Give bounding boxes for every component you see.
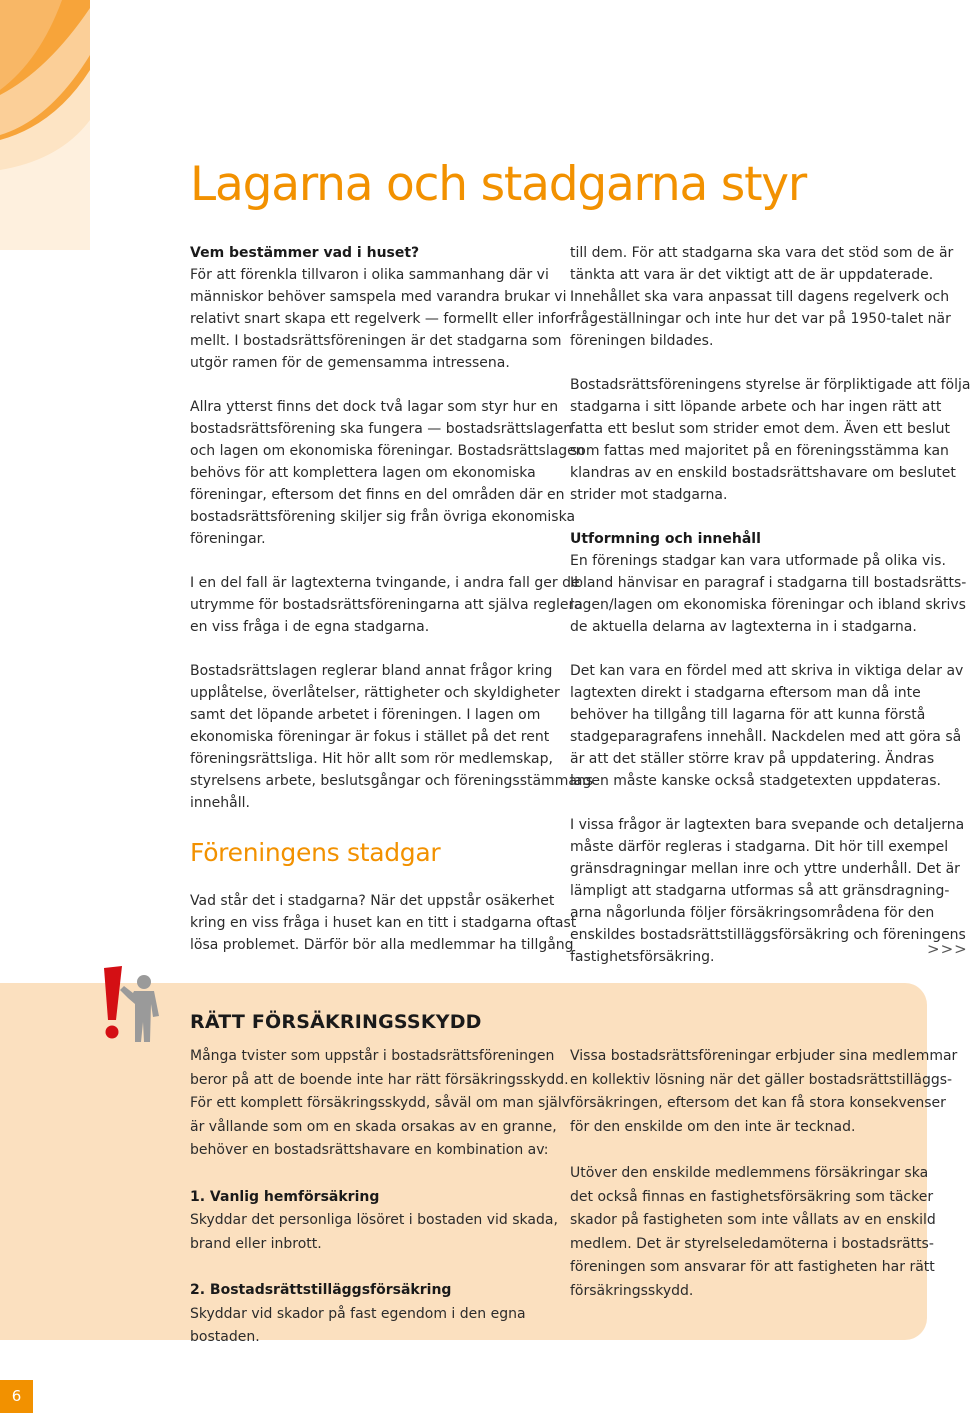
intro-paragraph: Vem bestämmer vad i huset? För att förenkla tillvaron i olika sammanhang där vi människor behöver samspela med varandra brukar vi relativt snart skapa ett regelverk — formellt eller infor- mellt. I bostadsrättsföreningen är det stadgarna som utgör ramen för de gemensamma intressena. (190, 242, 555, 374)
warning-person-icon (98, 962, 170, 1044)
box-right-column (570, 1045, 958, 1326)
collective-solution-paragraph: Vissa bostadsrättsföreningar erbjuder sina medlemmar en kollektiv lösning när det gäller bostadsrättstilläggs- försäkringen, eftersom det kan få stora konsekvenser för den enskilde om den inte är tecknad. (570, 1048, 958, 1135)
left-column (190, 242, 594, 978)
subheading-who-decides: Vem bestämmer vad i huset? (190, 245, 420, 261)
box-title: RÄTT FÖRSÄKRINGSSKYDD (190, 1011, 482, 1033)
advantage-paragraph: Det kan vara en fördel med att skriva in viktiga delar av lagtexten direkt i stadgarna eftersom man då inte behöver ha tillgång till lagarna för att kunna förstå stadgeparagrafens innehåll. Nackdelen med att göra så är att det ställer större krav på uppdatering. Ändras lagen måste kanske också stadgetexten uppdateras. (570, 663, 964, 789)
box-intro-paragraph: Många tvister som uppstår i bostadsrättsföreningen beror på att de boende inte har rätt försäkringsskydd. För ett komplett försäkringsskydd, såväl om man själv är vållande som om en skada orsakas av en granne, behöver en bostadsrättshavare en kombination av: (190, 1048, 570, 1158)
home-insurance-item: 1. Vanlig hemförsäkring Skyddar det personliga lösöret i bostaden vid skada, brand eller inbrott. (190, 1186, 550, 1257)
supplementary-insurance-item: 2. Bostadsrättstilläggsförsäkring Skyddar vid skador på fast egendom i den egna bostaden. (190, 1279, 550, 1350)
section-title-statutes: Föreningens stadgar (190, 838, 441, 867)
home-insurance-title: 1. Vanlig hemförsäkring (190, 1188, 380, 1205)
box-left-column (190, 1045, 570, 1373)
laws-paragraph: Allra ytterst finns det dock två lagar som styr hur en bostadsrättsförening ska fungera — bostadsrättslagen och lagen om ekonomiska föreningar. Bostadsrättslagen behövs för att komplettera lagen om ekonomiska föreningar, eftersom det finns en del områden där en bostadsrättsförening skiljer sig från övriga ekonomiska föreningar. (190, 399, 585, 547)
page-number: 6 (0, 1380, 33, 1413)
page-title: Lagarna och stadgarna styr (190, 157, 807, 212)
supplementary-insurance-title: 2. Bostadsrättstilläggsförsäkring (190, 1282, 452, 1298)
housing-act-paragraph: Bostadsrättslagen reglerar bland annat frågor kring upplåtelse, överlåtelser, rättigheter och skyldigheter samt det löpande arbetet i föreningen. I lagen om ekonomiska föreningar är fokus i stället på det rent föreningsrättsliga. Hit hör allt som rör medlemskap, styrelsens arbete, beslutsgångar och föreningsstämmans innehåll. (190, 663, 594, 811)
property-insurance-paragraph: Utöver den enskilde medlemmens försäkringar ska det också finnas en fastighetsförsäkring som täcker skador på fastigheten som inte vållats av en enskild medlem. Det är styrelseledamöterna i bostadsrätts- föreningen som ansvarar för att fastigheten har rätt försäkringsskydd. (570, 1165, 936, 1299)
statutes-paragraph: Vad står det i stadgarna? När det uppstår osäkerhet kring en viss fråga i huset kan en titt i stadgarna oftast lösa problemet. Därför bör alla medlemmar ha tillgång (190, 893, 577, 953)
continue-marker: >>> (927, 940, 968, 958)
design-paragraph: Utformning och innehåll En förenings stadgar kan vara utformade på olika vis. Ibland hänvisar en paragraf i stadgarna till bostadsrätts- lagen/lagen om ekonomiska föreningar och ibland skrivs de aktuella delarna av lagtexterna in i stadgarna. (570, 528, 940, 638)
board-obligation-paragraph: Bostadsrättsföreningens styrelse är förpliktigade att följa stadgarna i sitt löpande arbete och har ingen rätt att fatta ett beslut som strider emot dem. Även ett beslut som fattas med majoritet på en föreningsstämma kan klandras av en enskild bostadsrättshavare om beslutet strider mot stadgarna. (570, 377, 970, 503)
mandatory-law-paragraph: I en del fall är lagtexterna tvingande, i andra fall ger de utrymme för bostadsrättsföreningarna att själva reglera en viss fråga i de egna stadgarna. (190, 575, 583, 635)
corner-decoration (0, 0, 90, 250)
boundaries-paragraph: I vissa frågor är lagtexten bara svepande och detaljerna måste därför regleras i stadgarna. Dit hör till exempel gränsdragningar mellan inre och yttre underhåll. Det är lämpligt att stadgarna utformas så att gränsdragning- arna någorlunda följer försäkringsområdena för den enskildes bostadsrättstilläggsförsäkring och föreningens fastighetsförsäkring. (570, 817, 966, 965)
updated-statutes-paragraph: till dem. För att stadgarna ska vara det stöd som de är tänkta att vara är det viktigt att de är uppdaterade. Innehållet ska vara anpassat till dagens regelverk och frågeställningar och inte hur det var på 1950-talet när föreningen bildades. (570, 245, 954, 349)
right-column (570, 242, 970, 990)
subheading-design: Utformning och innehåll (570, 531, 761, 547)
